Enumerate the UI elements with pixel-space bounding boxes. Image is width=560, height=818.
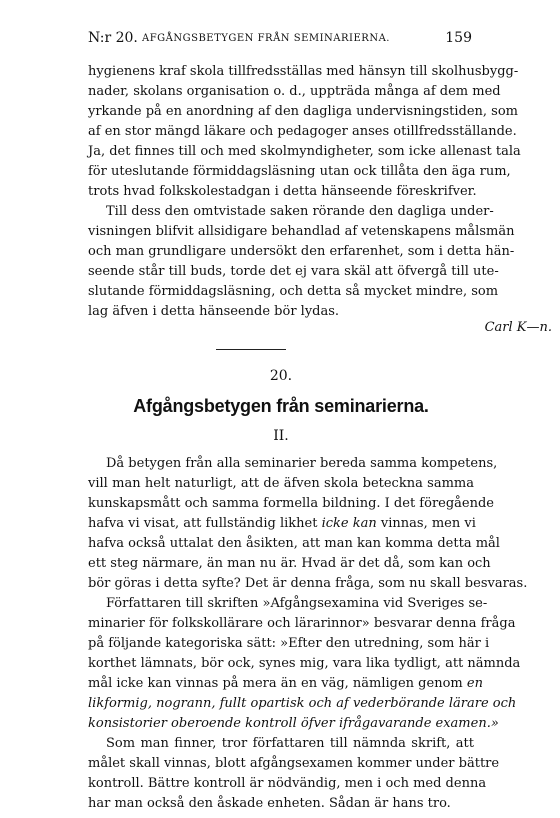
section-number: 20. xyxy=(269,368,293,384)
text-line: mål icke kan vinnas på mera än en väg, nämligen genom en xyxy=(88,676,483,691)
text-line: på följande kategoriska sätt: »Efter den utredning, som här i xyxy=(88,636,490,651)
text-line: nader, skolans organisation o. d., uppträda många af dem med xyxy=(88,84,501,99)
text-line: kunskapsmått och samma formella bildning. I det föregående xyxy=(88,496,495,511)
text-line: och man grundligare undersökt den erfarenhet, som i detta hän- xyxy=(88,244,515,259)
text-line: af en stor mängd läkare och pedagoger anses otillfredsställande. xyxy=(88,124,517,139)
section-title: Afgångsbetygen från seminarierna. xyxy=(133,396,429,416)
text-line: trots hvad folkskolestadgan i detta hänseende föreskrifver. xyxy=(88,184,477,199)
text-line: Som man finner, tror författaren till nämnda skrift, att xyxy=(106,736,474,751)
text-line: kontroll. Bättre kontroll är nödvändig, men i och med denna xyxy=(88,776,487,791)
text-line: hafva också uttalat den åsikten, att man kan komma detta mål xyxy=(88,536,500,551)
text-line: hafva vi visat, att fullständig likhet icke kan vinnas, men vi xyxy=(88,516,476,531)
text-line: har man också den åskade enheten. Sådan är hans tro. xyxy=(88,796,451,811)
text-line: yrkande på en anordning af den dagliga undervisningstiden, som xyxy=(88,104,518,119)
emphasis-text: en xyxy=(466,676,483,691)
text-line: för uteslutande förmiddagsläsning utan ock tillåta den äga rum, xyxy=(88,164,511,179)
text-line: minarier för folkskollärare och lärarinnor» besvarar denna fråga xyxy=(88,616,516,631)
running-head xyxy=(88,30,472,52)
text-line: Till dess den omtvistade saken rörande den dagliga under- xyxy=(106,204,494,219)
issue-number: N:r 20. xyxy=(88,30,138,46)
text-line: bör göras i detta syfte? Det är denna fråga, som nu skall besvaras. xyxy=(88,576,528,591)
text-line: målet skall vinnas, blott afgångsexamen kommer under bättre xyxy=(88,756,500,771)
text-line: hygienens kraf skola tillfredsställas med hänsyn till skolhusbygg- xyxy=(88,64,519,79)
text-line: slutande förmiddagsläsning, och detta så mycket mindre, som xyxy=(88,284,499,299)
text-line: visningen blifvit allsidigare behandlad af vetenskapens målsmän xyxy=(88,224,515,239)
author-signature: Carl K—n. xyxy=(484,320,552,335)
text-line: lag äfven i detta hänseende bör lydas. xyxy=(88,304,340,319)
section-part: II. xyxy=(273,428,289,444)
text-line: korthet lämnats, bör ock, synes mig, vara lika tydligt, att nämnda xyxy=(88,656,521,671)
text-line: ett steg närmare, än man nu är. Hvad är det då, som kan och xyxy=(88,556,491,571)
running-title: AFGÅNGSBETYGEN FRÅN SEMINARIERNA. xyxy=(142,33,390,44)
section-divider xyxy=(216,349,286,350)
text-line: likformig, nogrann, fullt opartisk och af vederbörande lärare och xyxy=(88,696,517,711)
text-line: Då betygen från alla seminarier bereda samma kompetens, xyxy=(106,456,498,471)
text-line: vill man helt naturligt, att de äfven skola beteckna samma xyxy=(88,476,474,491)
text-line: seende står till buds, torde det ej vara skäl att öfvergå till ute- xyxy=(88,264,499,279)
text-line: Ja, det finnes till och med skolmyndigheter, som icke allenast tala xyxy=(88,144,521,159)
text-line: konsistorier oberoende kontroll öfver ifrågavarande examen.» xyxy=(88,716,499,731)
page-number: 159 xyxy=(445,30,472,46)
emphasis-text: icke kan xyxy=(321,516,377,531)
text-line: Författaren till skriften »Afgångsexamina vid Sveriges se- xyxy=(106,596,488,611)
